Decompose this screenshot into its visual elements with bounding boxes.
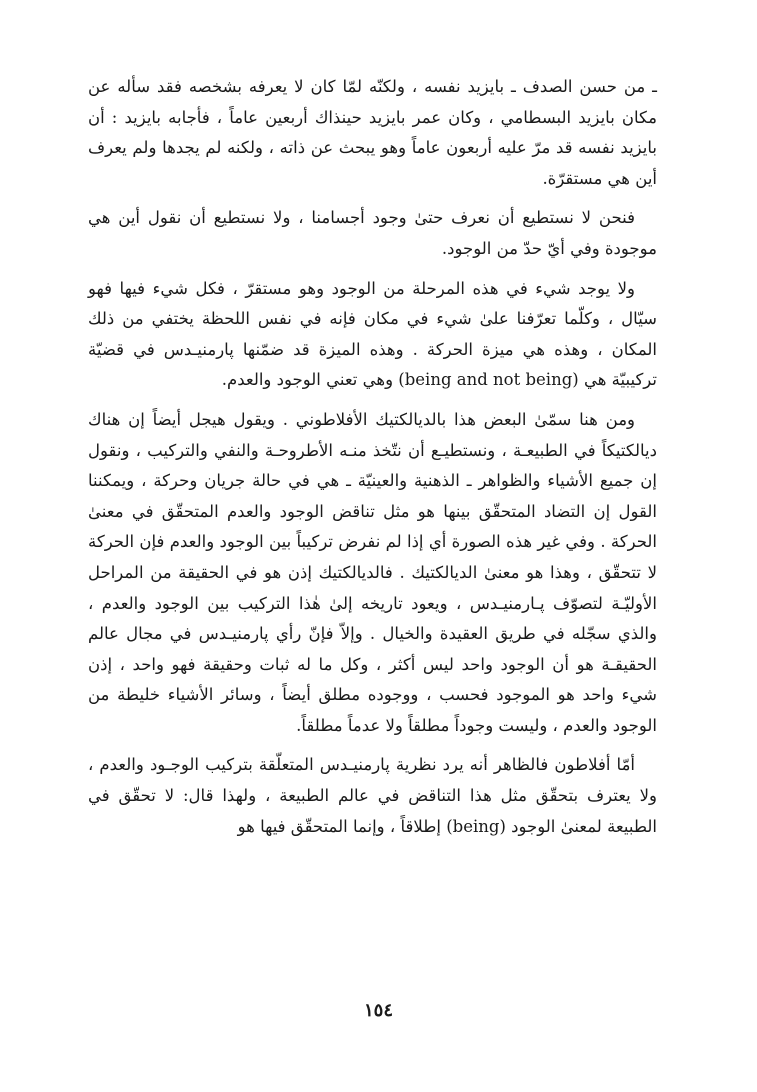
paragraph: ـ من حسن الصدف ـ بايزيد نفسه ، ولكنّه لمّا كان لا يعرفه بشخصه فقد سأله عن مكان بايزيد البسطامي ، وكان عمر بايزيد حينذاك أربعين عاماً ، فأجابه بايزيد : أن بايزيد نفسه قد مرّ عليه أربعون عاماً وهو يبحث عن ذاته ، ولكنه لم يجدها ولم يعرف أين هي مستقرّة. — [88, 77, 657, 188]
paragraph: أمّا أفلاطون فالظاهر أنه يرد نظرية پارمنيـدس المتعلّقة بتركيب الوجـود والعدم ، ولا يعترف بتحقّق مثل هذا التناقض في عالم الطبيعة ، ولهذا قال: لا تحقّق في الطبيعة لمعنىٰ الوجود (being) إطلاقاً ، وإنما المتحقّق فيها هو — [88, 755, 657, 836]
paragraph: ومن هنا سمّىٰ البعض هذا بالديالكتيك الأفلاطوني . ويقول هيجل أيضاً إن هناك ديالكتيكاً في الطبيعـة ، ونستطيـع أن نتّخذ منـه الأطروحـة والنفي والتركيب ، ونقول إن جميع الأشياء والظواهر ـ الذهنية والعينيّة ـ هي في حالة جريان وحركة ، ويمكننا القول إن التضاد المتحقّق بينها هو مثل تناقض الوجود والعدم المتحقّق في معنىٰ الحركة . وفي غير هذه الصورة أي إذا لم نفرض تركيباً بين الوجود والعدم فإن الحركة لا تتحقّق ، وهذا هو معنىٰ الديالكتيك . فالديالكتيك إذن هو في الحقيقة من المراحل الأوليّـة لتصوّف پـارمنيـدس ، ويعود تاريخه إلىٰ هٰذا التركيب بين الوجود والعدم ، والذي سجّله في طريق العقيدة والخيال . وإلاّ فإنّ رأي پارمنيـدس في مجال عالم الحقيقـة هو أن الوجود واحد ليس أكثر ، وكل ما له ثبات وحقيقة فهو واحد ، إذن شيء واحد هو الموجود فحسب ، ووجوده مطلق أيضاً ، وسائر الأشياء خليطة من الوجود والعدم ، وليست وجوداً مطلقاً ولا عدماً مطلقاً. — [88, 409, 657, 735]
paragraph: ولا يوجد شيء في هذه المرحلة من الوجود وهو مستقرّ ، فكل شيء فيها فهو سيّال ، وكلّما تعرّفنا علىٰ شيء في مكان فإنه في نفس اللحظة يختفي من ذلك المكان ، وهذه هي ميزة الحركة . وهذه الميزة قد ضمّنها پارمنيـدس في قضيّة تركيبيّة هي (being and not being) وهي تعني الوجود والعدم. — [88, 278, 657, 390]
page-number: ١٥٤ — [363, 1000, 393, 1021]
paragraph: فنحن لا نستطيع أن نعرف حتىٰ وجود أجسامنا ، ولا نستطيع أن نقول أين هي موجودة وفي أيّ حدّ من الوجود. — [88, 208, 657, 258]
body-text — [88, 72, 657, 842]
